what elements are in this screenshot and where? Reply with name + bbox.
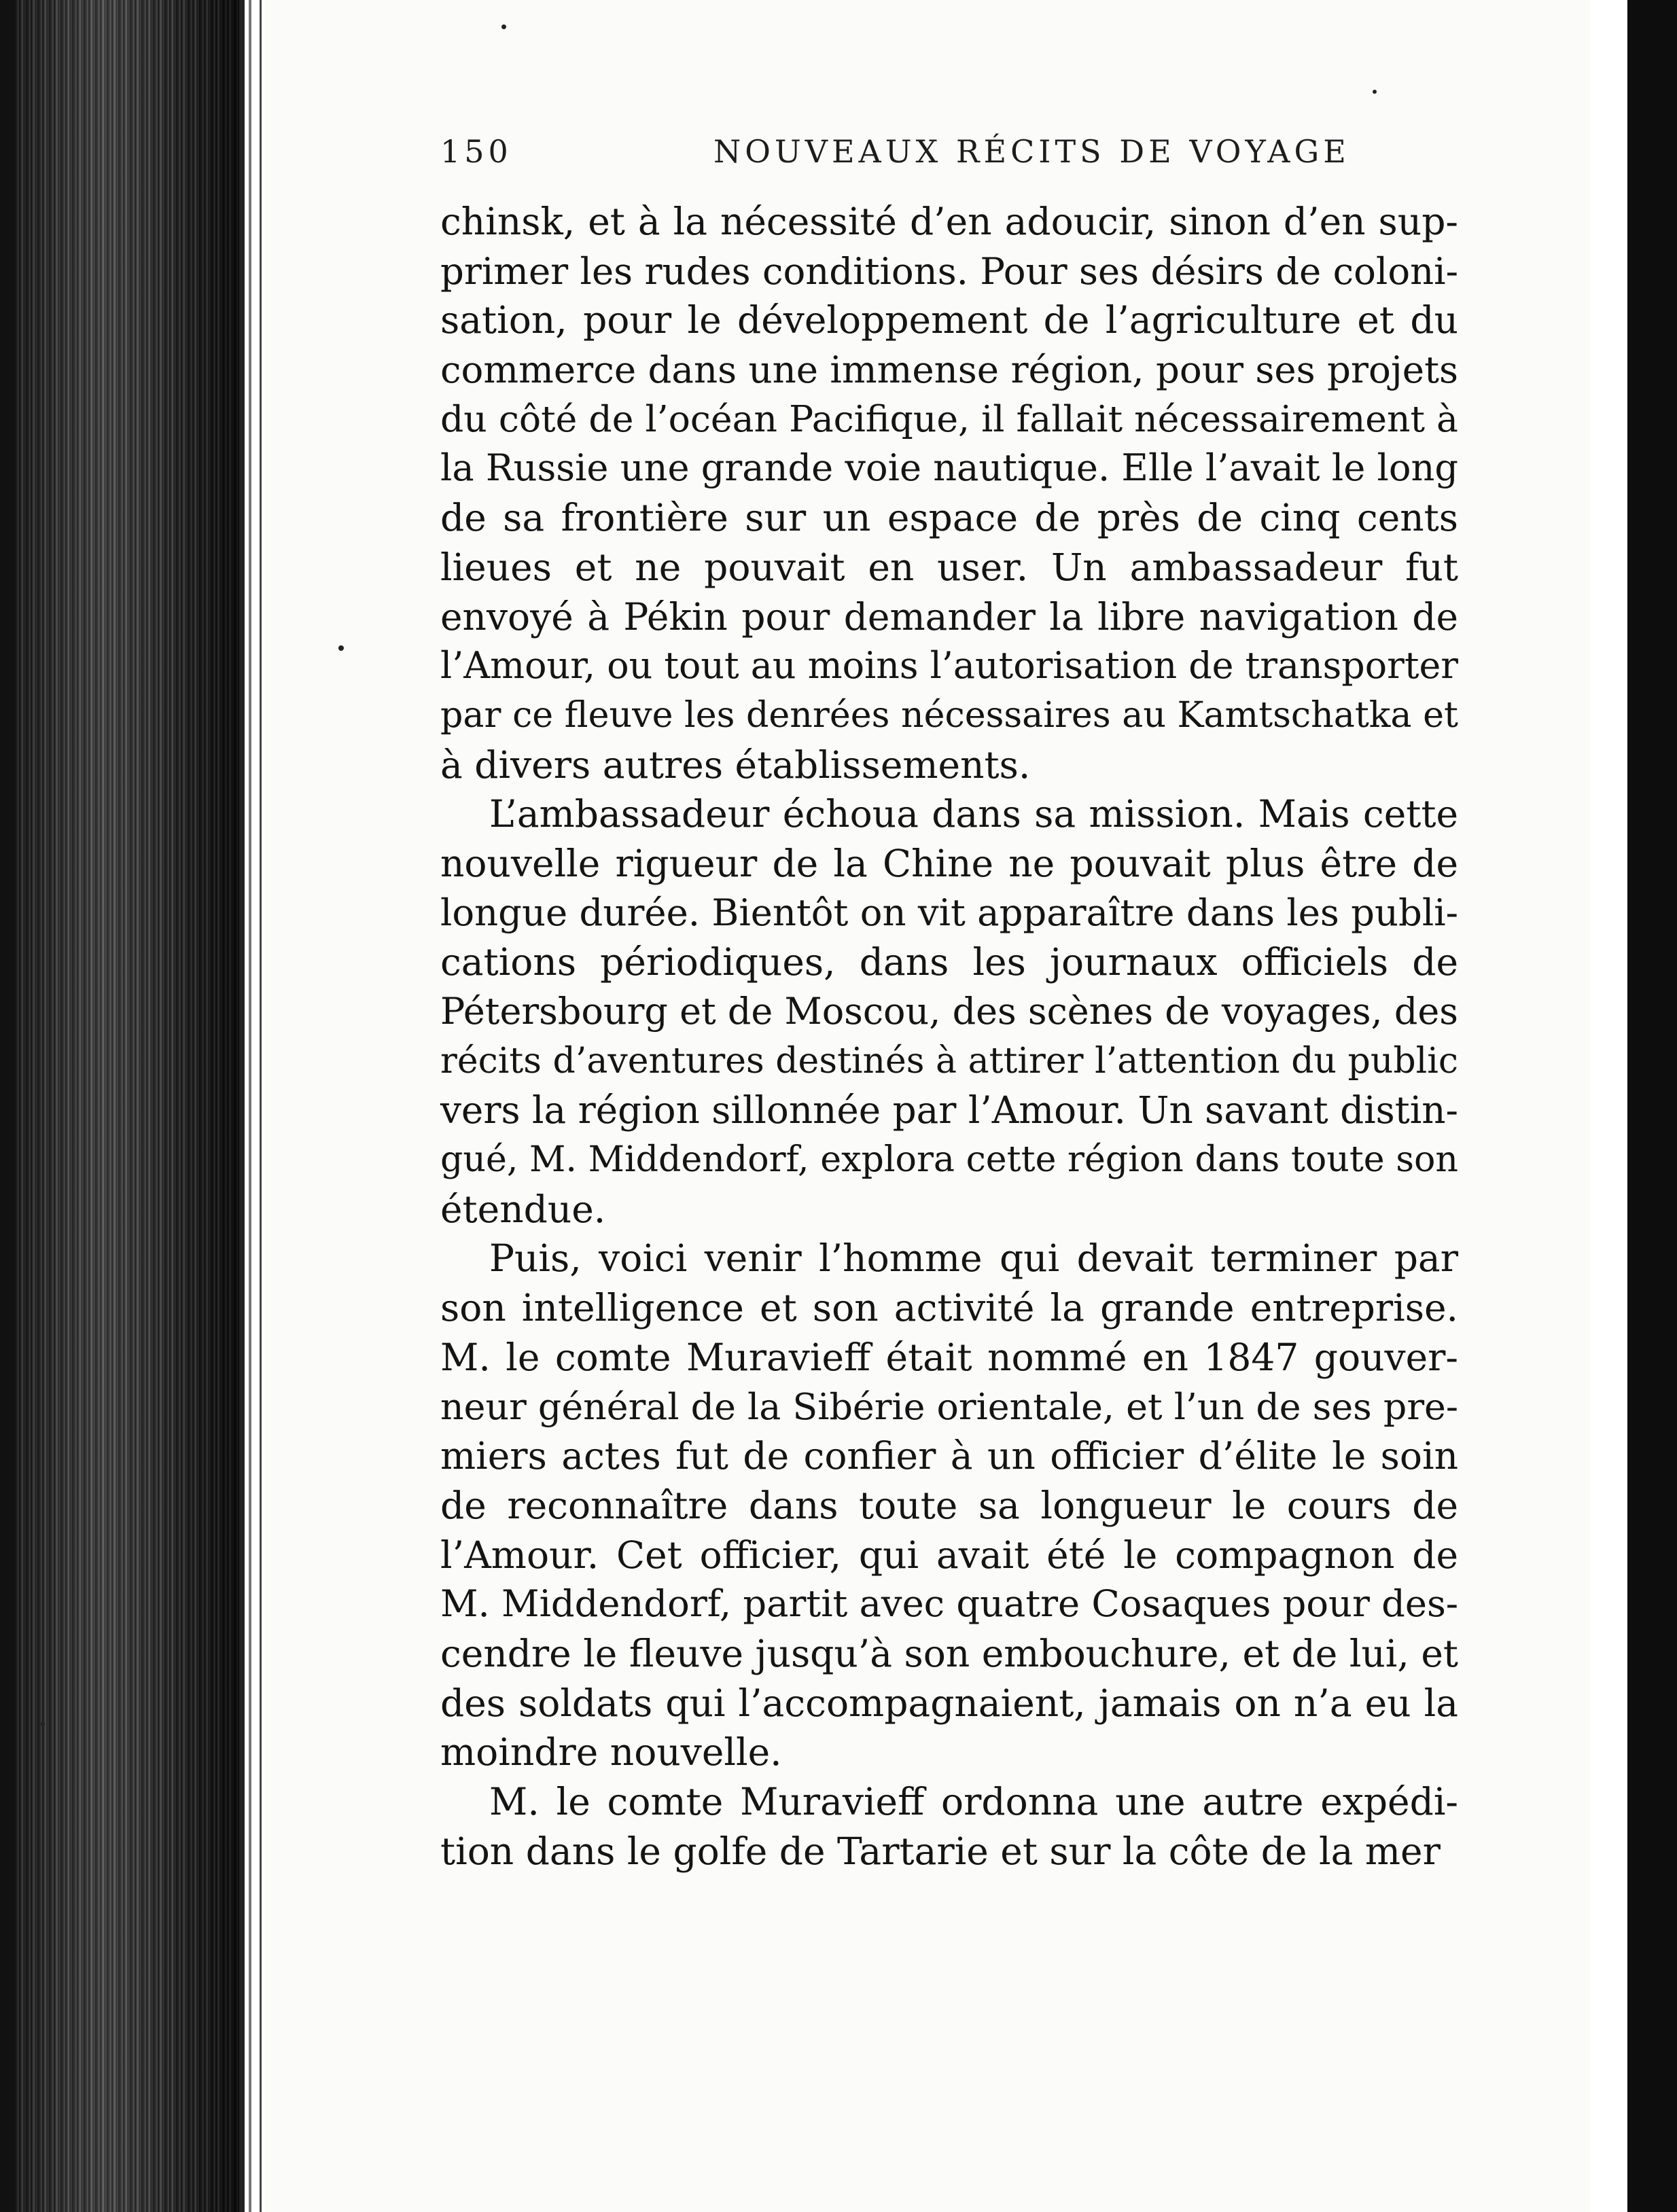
- text-line: sation, pour le développement de l’agriculture et du: [440, 298, 1458, 342]
- text-line: Puis, voici venir l’homme qui devait terminer par: [489, 1236, 1458, 1281]
- running-title: NOUVEAUX RÉCITS DE VOYAGE: [713, 133, 1350, 170]
- text-line: cations périodiques, dans les journaux officiels de: [440, 940, 1458, 984]
- scan-speck: [501, 24, 506, 29]
- text-line: moindre nouvelle.: [440, 1730, 782, 1774]
- text-line: à divers autres établissements.: [440, 743, 1031, 787]
- text-line: Pétersbourg et de Moscou, des scènes de voyages, des: [440, 990, 1458, 1033]
- text-line: étendue.: [440, 1187, 606, 1231]
- text-line: l’Amour, ou tout au moins l’autorisation de transporter: [440, 644, 1458, 688]
- text-line: commerce dans une immense région, pour ses projets: [440, 348, 1458, 392]
- text-line: l’Amour. Cet officier, qui avait été le compagnon de: [440, 1533, 1458, 1577]
- text-line: miers actes fut de confier à un officier d’élite le soin: [440, 1434, 1458, 1478]
- scan-speck: [1373, 90, 1377, 94]
- gutter-line: [239, 0, 245, 2212]
- text-line: primer les rudes conditions. Pour ses désirs de coloni-: [440, 249, 1458, 293]
- scan-speck: [41, 1722, 45, 1726]
- text-line: du côté de l’océan Pacifique, il fallait nécessairement à: [440, 397, 1458, 440]
- text-line: chinsk, et à la nécessité d’en adoucir, sinon d’en sup-: [440, 200, 1458, 243]
- paragraph: [440, 197, 1458, 789]
- text-line: M. le comte Muravieff était nommé en 1847 gouver-: [440, 1335, 1458, 1379]
- book-page-edges: [15, 0, 239, 2212]
- page-number: 150: [440, 133, 512, 170]
- text-line: M. le comte Muravieff ordonna une autre expédi-: [489, 1780, 1458, 1823]
- scanner-border-right: [1627, 0, 1677, 2212]
- text-line: neur général de la Sibérie orientale, et l’un de ses pre-: [440, 1385, 1458, 1428]
- gutter-line: [260, 0, 262, 2212]
- text-line: de reconnaître dans toute sa longueur le cours de: [440, 1483, 1458, 1527]
- text-line: de sa frontière sur un espace de près de cinq cents: [440, 496, 1458, 540]
- running-head: [440, 133, 1446, 181]
- gutter-line: [249, 0, 251, 2212]
- text-line: envoyé à Pékin pour demander la libre navigation de: [440, 594, 1458, 639]
- scanner-border-left: [0, 0, 15, 2212]
- scan-speck: [338, 645, 344, 651]
- text-line: M. Middendorf, partit avec quatre Cosaques pour des-: [440, 1582, 1459, 1626]
- text-line: par ce fleuve les denrées nécessaires au Kamtschatka et: [440, 694, 1458, 736]
- text-line: cendre le fleuve jusqu’à son embouchure, et de lui, et: [440, 1631, 1458, 1675]
- text-line: lieues et ne pouvait en user. Un ambassadeur fut: [440, 545, 1458, 589]
- paragraph: [440, 1234, 1458, 1777]
- text-line: vers la région sillonnée par l’Amour. Un savant distin-: [440, 1088, 1458, 1132]
- text-line: tion dans le golfe de Tartarie et sur la côte de la mer: [440, 1829, 1441, 1873]
- text-line: récits d’aventures destinés à attirer l’attention du public: [440, 1040, 1458, 1082]
- text-line: longue durée. Bientôt on vit apparaître dans les publi-: [440, 891, 1458, 934]
- text-line: L’ambassadeur échoua dans sa mission. Mais cette: [489, 792, 1458, 836]
- paragraph: [440, 789, 1458, 1234]
- text-line: la Russie une grande voie nautique. Elle l’avait le long: [440, 446, 1458, 490]
- paragraph: [440, 1777, 1458, 1876]
- text-line: son intelligence et son activité la grande entreprise.: [440, 1286, 1458, 1330]
- text-line: nouvelle rigueur de la Chine ne pouvait plus être de: [440, 841, 1458, 885]
- body-text: [440, 197, 1458, 1876]
- text-line: gué, M. Middendorf, explora cette région dans toute son: [440, 1139, 1458, 1181]
- text-line: des soldats qui l’accompagnaient, jamais on n’a eu la: [440, 1681, 1458, 1725]
